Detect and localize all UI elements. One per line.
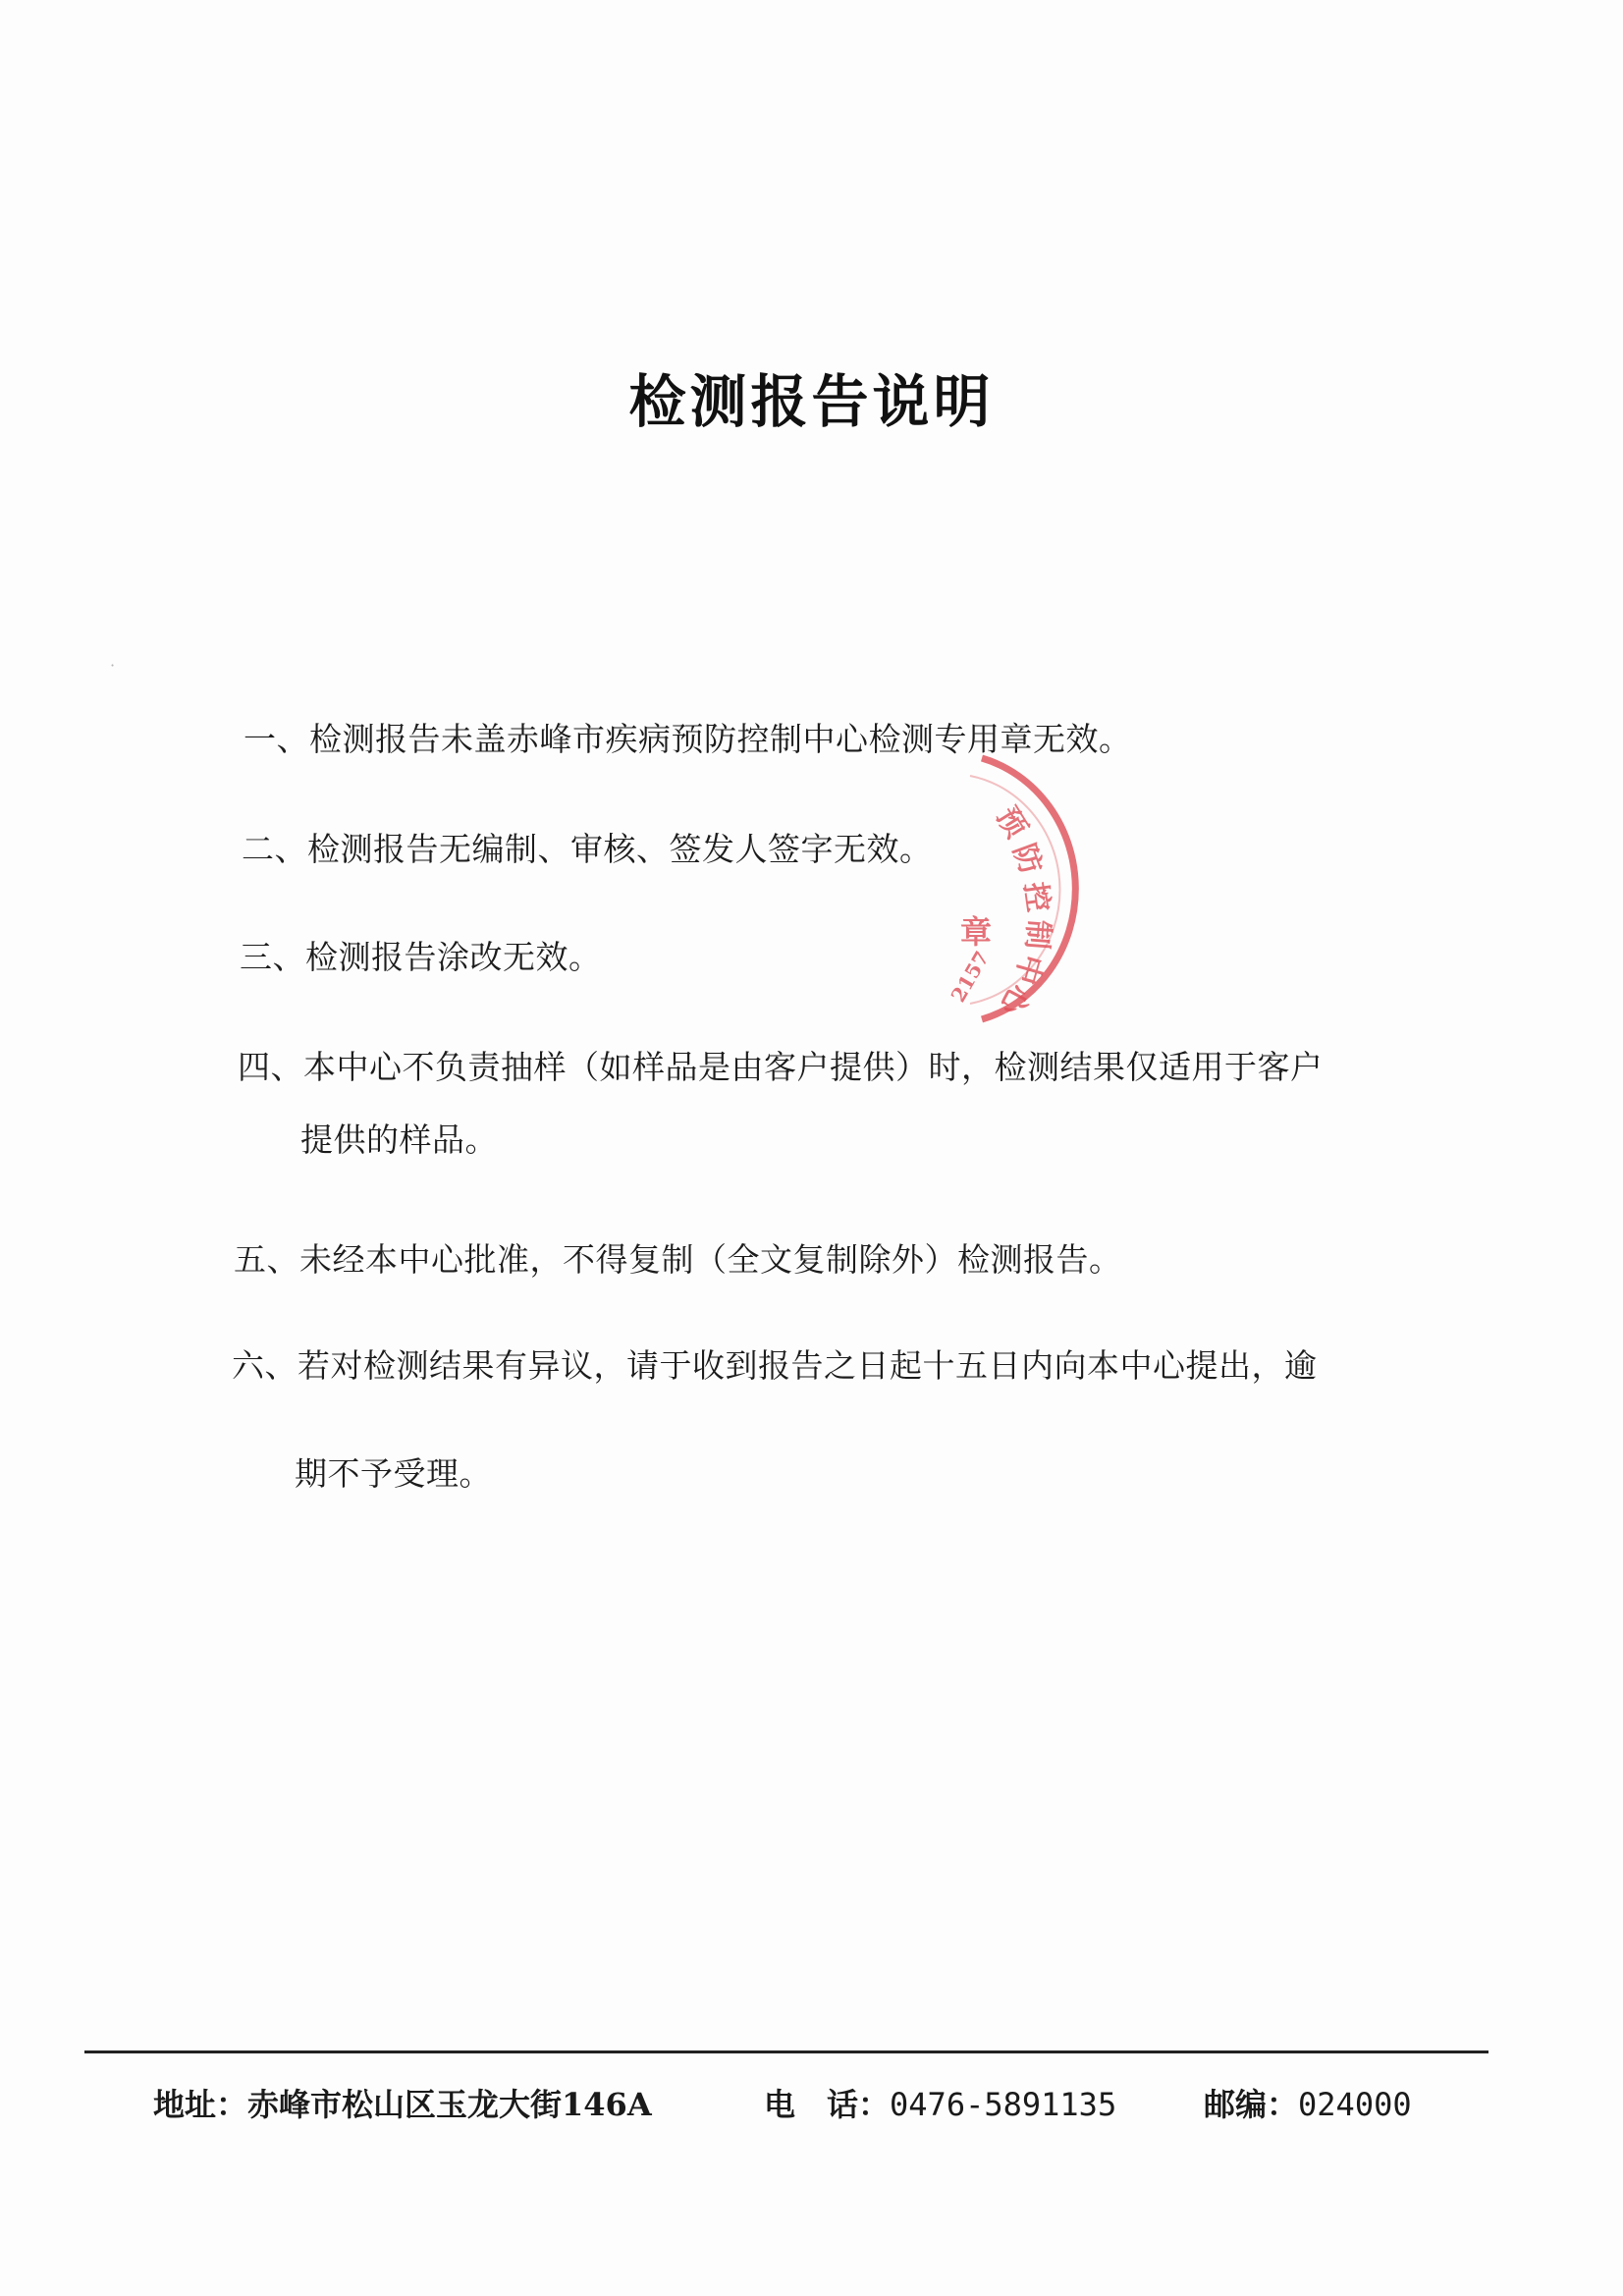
item-number: 三、 bbox=[240, 938, 305, 976]
list-item-5 bbox=[234, 1240, 1122, 1279]
postcode-label: 邮编： bbox=[1204, 2086, 1299, 2123]
list-item-6-continuation: 期不予受理。 bbox=[295, 1454, 492, 1493]
address-value: 赤峰市松山区玉龙大街146A bbox=[247, 2086, 652, 2123]
item-number: 五、 bbox=[234, 1240, 299, 1279]
list-item-4 bbox=[238, 1048, 1324, 1086]
seal-code: 2157 bbox=[946, 947, 995, 1007]
address-label: 地址： bbox=[153, 2086, 248, 2123]
list-item-2 bbox=[242, 830, 933, 868]
item-number: 一、 bbox=[243, 720, 309, 758]
seal-char-4: 制 bbox=[1018, 918, 1055, 951]
item-number: 四、 bbox=[238, 1048, 303, 1086]
footer-phone bbox=[764, 2080, 1116, 2125]
phone-value: 0476-5891135 bbox=[890, 2086, 1117, 2123]
seal-char-3: 控 bbox=[1017, 880, 1055, 914]
seal-char-1: 预 bbox=[989, 800, 1034, 845]
postcode-value: 024000 bbox=[1298, 2086, 1412, 2123]
footer-address bbox=[153, 2080, 652, 2125]
list-item-3 bbox=[240, 938, 602, 976]
item-text: 检测报告涂改无效。 bbox=[305, 938, 602, 976]
list-item-6 bbox=[232, 1346, 1318, 1385]
item-text: 本中心不负责抽样（如样品是由客户提供）时，检测结果仅适用于客户 bbox=[303, 1048, 1324, 1086]
scan-artifact: · bbox=[110, 656, 116, 675]
seal-char-2: 防 bbox=[1005, 839, 1049, 879]
official-seal bbox=[943, 746, 1100, 1031]
item-text: 检测报告无编制、审核、签发人签字无效。 bbox=[307, 830, 933, 868]
footer-postcode bbox=[1204, 2080, 1412, 2125]
item-number: 二、 bbox=[242, 830, 307, 868]
seal-zhang: 章 bbox=[960, 913, 993, 951]
phone-label: 电 话： bbox=[764, 2086, 891, 2123]
footer-divider bbox=[84, 2050, 1488, 2053]
page-title: 检测报告说明 bbox=[628, 368, 995, 435]
seal-char-6: 心 bbox=[992, 978, 1037, 1021]
item-text: 未经本中心批准，不得复制（全文复制除外）检测报告。 bbox=[299, 1240, 1122, 1279]
seal-char-5: 中 bbox=[1007, 950, 1049, 989]
item-text: 若对检测结果有异议，请于收到报告之日起十五日内向本中心提出，逾 bbox=[298, 1346, 1318, 1385]
item-text: 检测报告未盖赤峰市疾病预防控制中心检测专用章无效。 bbox=[309, 720, 1132, 758]
list-item-4-continuation: 提供的样品。 bbox=[300, 1121, 498, 1159]
item-number: 六、 bbox=[232, 1346, 298, 1385]
